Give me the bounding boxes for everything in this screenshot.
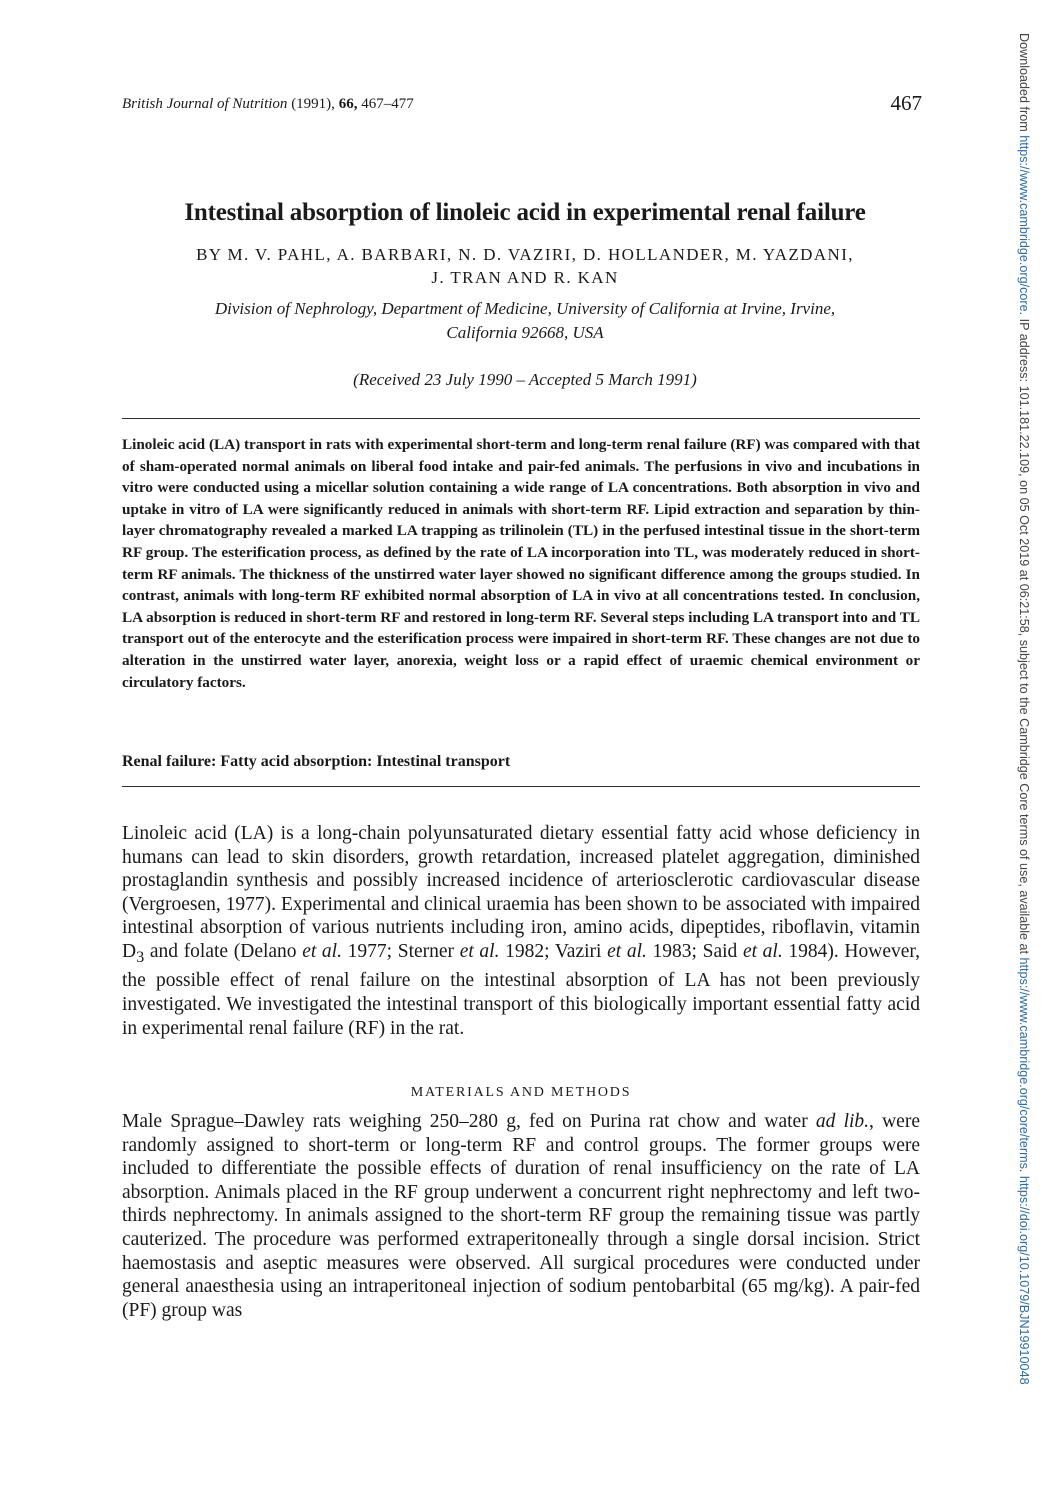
citation-etal: et al. — [607, 940, 647, 962]
journal-pages: 467–477 — [361, 96, 414, 112]
running-header — [122, 96, 414, 113]
terms-link[interactable]: https://www.cambridge.org/core/terms — [1017, 957, 1031, 1169]
affiliation-line-1: Division of Nephrology, Department of Medicine, University of California at Irvine, Irvine, — [214, 299, 836, 318]
received-dates: (Received 23 July 1990 – Accepted 5 March 1991) — [353, 370, 697, 389]
abstract-top-rule — [122, 418, 920, 419]
methods-paragraph — [122, 1110, 920, 1322]
intro-text: 1977; Sterner — [341, 940, 460, 962]
introduction-paragraph — [122, 822, 920, 1040]
subscript: 3 — [136, 947, 145, 966]
authors-line-2: J. TRAN AND R. KAN — [431, 268, 619, 287]
affiliation-line-2: California 92668, USA — [446, 323, 604, 342]
journal-year: (1991), — [291, 96, 335, 112]
download-notice-text: . IP address: 101.181.22.109, on 05 Oct 2019 at 06:21:58, subject to the Cambridge Core terms of use, available at — [1017, 311, 1031, 958]
download-notice-text: . — [1017, 1168, 1031, 1176]
authors-line-1: BY M. V. PAHL, A. BARBARI, N. D. VAZIRI, D. HOLLANDER, M. YAZDANI, — [196, 245, 854, 264]
section-heading-methods: MATERIALS AND METHODS — [410, 1085, 632, 1100]
affiliation — [120, 297, 930, 345]
methods-text: Male Sprague–Dawley rats weighing 250–280 g, fed on Purina rat chow and water — [122, 1111, 816, 1132]
intro-text: 1982; Vaziri — [499, 940, 608, 962]
keywords: Renal failure: Fatty acid absorption: Intestinal transport — [122, 753, 511, 770]
doi-link[interactable]: https://doi.org/10.1079/BJN19910048 — [1017, 1175, 1031, 1385]
methods-text: , were randomly assigned to short-term or long-term RF and control groups. The former groups were included to differentiate the possible effects of duration of renal insufficiency on the rate of LA absorption. Animals placed in the RF group underwent a concurrent right nephrectomy and left two-thirds nephrectomy. In animals assigned to the short-term RF group the remaining tissue was partly cauterized. The procedure was performed extraperitoneally through a single dorsal incision. Strict haemostasis and aseptic measures were observed. All surgical procedures were conducted under general anaesthesia using an intraperitoneal injection of sodium pentobarbital (65 mg/kg). A pair-fed (PF) group was — [122, 1111, 920, 1321]
intro-text: Linoleic acid (LA) is a long-chain polyunsaturated dietary essential fatty acid whose deficiency in humans can lead to skin disorders, growth retardation, increased platelet aggregation, diminished prostaglandin synthesis and possibly increased incidence of arteriosclerotic cardiovascular disease (Vergroesen, 1977). Experimental and clinical uraemia has been shown to be associated with impaired intestinal absorption of various nutrients including iron, amino acids, dipeptides, riboflavin, vitamin D — [122, 823, 920, 962]
intro-text: and folate (Delano — [144, 940, 303, 962]
intro-text: 1983; Said — [646, 940, 743, 962]
page-number: 467 — [890, 91, 922, 115]
citation-etal: et al. — [302, 940, 342, 962]
abstract: Linoleic acid (LA) transport in rats with experimental short-term and long-term renal failure (RF) was compared with that of sham-operated normal animals on liberal food intake and pair-fed animals. The perfusions in vivo and incubations in vitro were conducted using a micellar solution containing a wide range of LA concentrations. Both absorption in vivo and uptake in vitro of LA were significantly reduced in animals with short-term RF. Lipid extraction and separation by thin-layer chromatography revealed a marked LA trapping as trilinolein (TL) in the perfused intestinal tissue in the short-term RF group. The esterification process, as defined by the rate of LA incorporation into TL, was moderately reduced in short-term RF animals. The thickness of the unstirred water layer showed no significant difference among the groups studied. In contrast, animals with long-term RF exhibited normal absorption of LA in vivo at all concentrations tested. In conclusion, LA absorption is reduced in short-term RF and restored in long-term RF. Several steps including LA transport into and TL transport out of the enterocyte and the esterification process were impaired in short-term RF. These changes are not due to alteration in the unstirred water layer, anorexia, weight loss or a rapid effect of uraemic chemical environment or circulatory factors. — [122, 436, 920, 691]
abstract-bottom-rule — [122, 786, 920, 787]
journal-volume: 66, — [338, 96, 358, 112]
italic-ad-lib: ad lib. — [815, 1111, 870, 1132]
download-notice — [1017, 33, 1031, 1385]
download-notice-text: Downloaded from — [1017, 33, 1031, 136]
citation-etal: et al. — [459, 940, 500, 962]
article-title: Intestinal absorption of linoleic acid in experimental renal failure — [184, 199, 866, 226]
cambridge-core-link[interactable]: https://www.cambridge.org/core — [1017, 135, 1031, 312]
intro-text: 1984). However, the possible effect of renal failure on the intestinal absorption of LA has not been previously investigated. We investigated the intestinal transport of this biologically important essential fatty acid in experimental renal failure (RF) in the rat. — [122, 940, 920, 1039]
citation-etal: et al. — [742, 940, 783, 962]
journal-name: British Journal of Nutrition — [122, 96, 288, 112]
author-list — [100, 243, 950, 289]
